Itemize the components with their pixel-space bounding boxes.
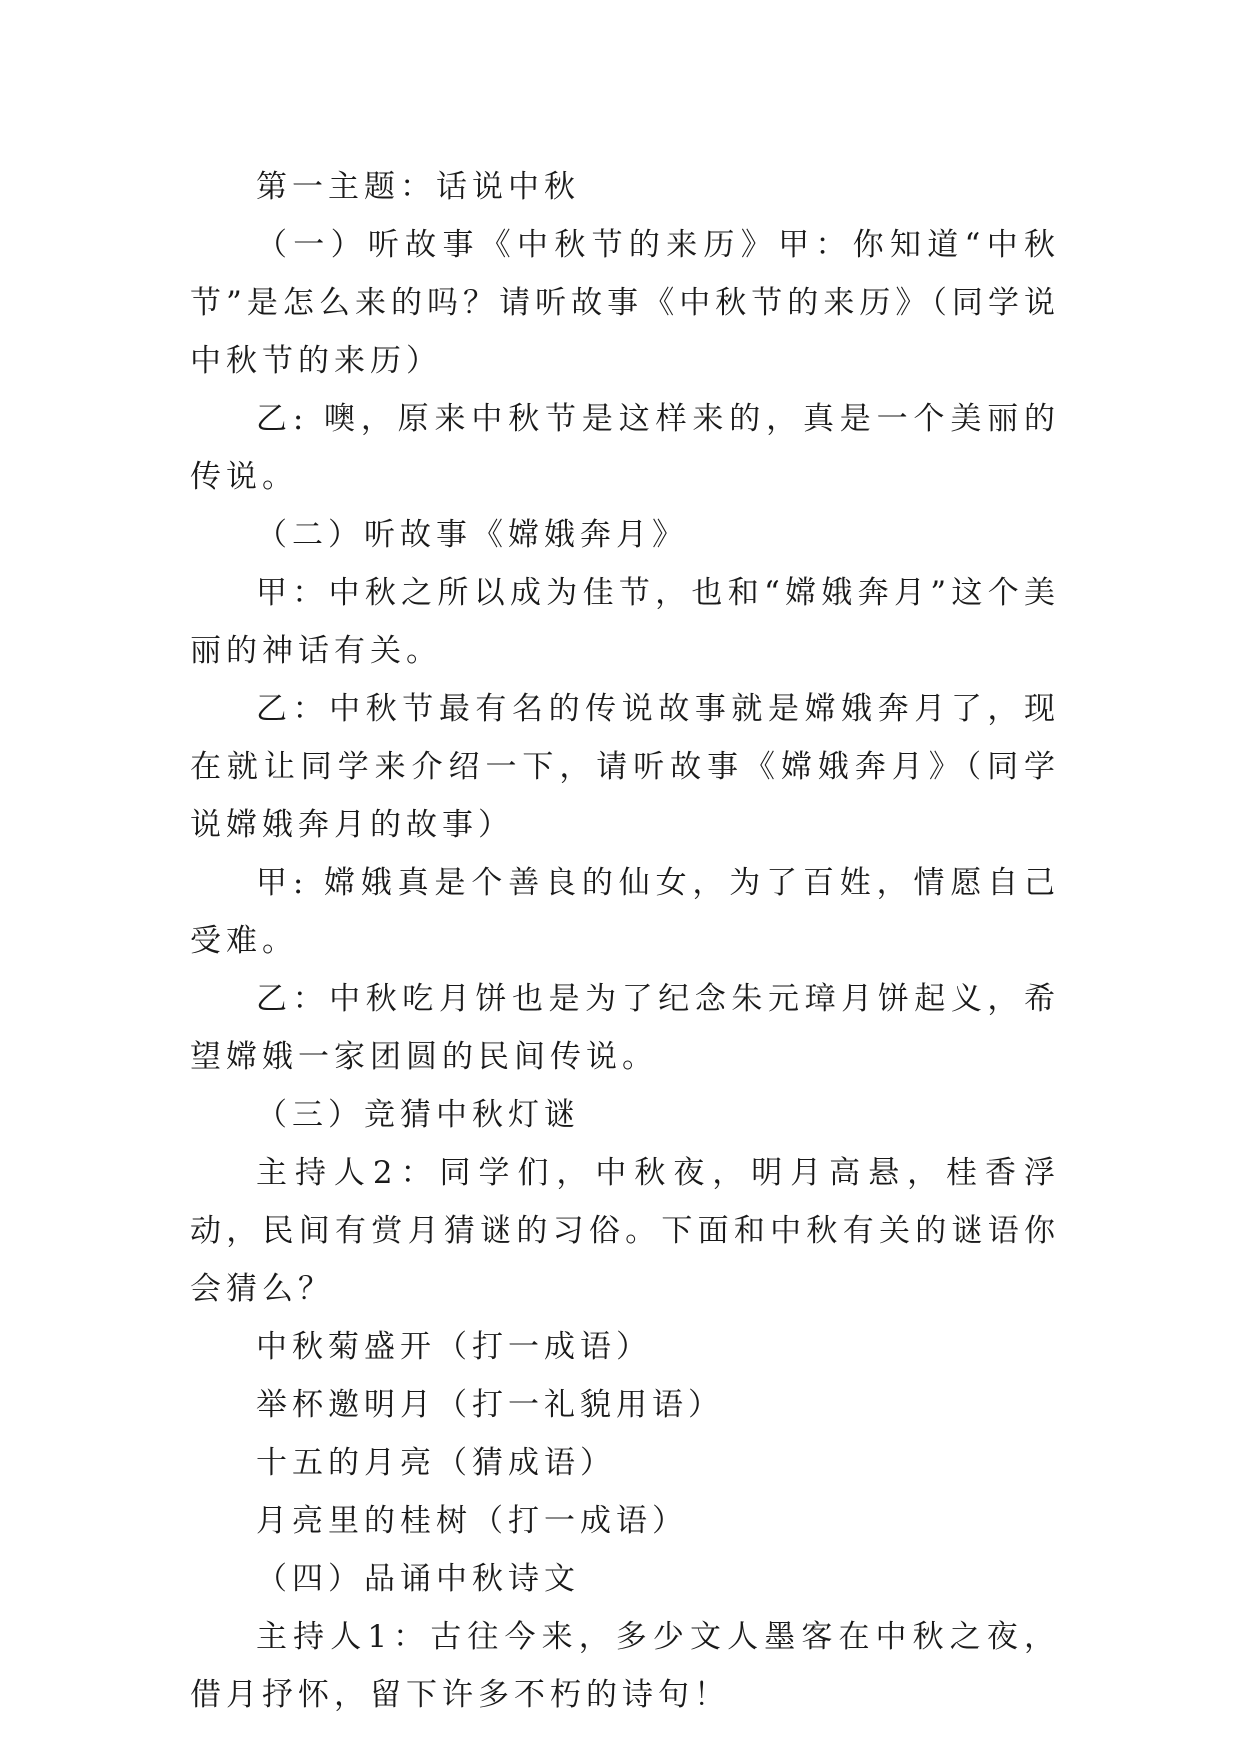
document-body (190, 158, 1060, 1724)
theme-heading: 第一主题：话说中秋 (256, 169, 580, 205)
section-heading-poems: （四）品诵中秋诗文 (256, 1561, 580, 1597)
section-heading-riddles: （三）竞猜中秋灯谜 (256, 1097, 580, 1133)
paragraph-yi-mooncake: 乙：中秋吃月饼也是为了纪念朱元璋月饼起义，希望嫦娥一家团圆的民间传说。 (190, 981, 1060, 1075)
riddle-item: 十五的月亮（猜成语） (256, 1445, 616, 1481)
riddle-item: 月亮里的桂树（打一成语） (256, 1503, 688, 1539)
paragraph-yi-legend: 乙: 噢，原来中秋节是这样来的，真是一个美丽的传说。 (190, 401, 1060, 495)
paragraph-host2-riddles: 主持人2：同学们，中秋夜，明月高悬，桂香浮动，民间有赏月猜谜的习俗。下面和中秋有关的谜语你会猜么？ (190, 1155, 1060, 1307)
section-heading-change-moon: （二）听故事《嫦娥奔月》 (256, 517, 688, 553)
riddle-item: 中秋菊盛开（打一成语） (256, 1329, 652, 1365)
paragraph-host1-poems: 主持人1：古往今来，多少文人墨客在中秋之夜，借月抒怀，留下许多不朽的诗句！ (190, 1619, 1060, 1713)
paragraph-jia-fairy: 甲: 嫦娥真是个善良的仙女，为了百姓，情愿自己受难。 (190, 865, 1060, 959)
paragraph-jia-myth: 甲：中秋之所以成为佳节，也和“嫦娥奔月”这个美丽的神话有关。 (190, 575, 1060, 669)
paragraph-story-origin: （一）听故事《中秋节的来历》甲：你知道“中秋节”是怎么来的吗？请听故事《中秋节的来历》（同学说中秋节的来历） (190, 227, 1060, 379)
riddle-item: 举杯邀明月（打一礼貌用语） (256, 1387, 724, 1423)
paragraph-yi-story: 乙：中秋节最有名的传说故事就是嫦娥奔月了，现在就让同学来介绍一下，请听故事《嫦娥奔月》（同学说嫦娥奔月的故事） (190, 691, 1060, 843)
